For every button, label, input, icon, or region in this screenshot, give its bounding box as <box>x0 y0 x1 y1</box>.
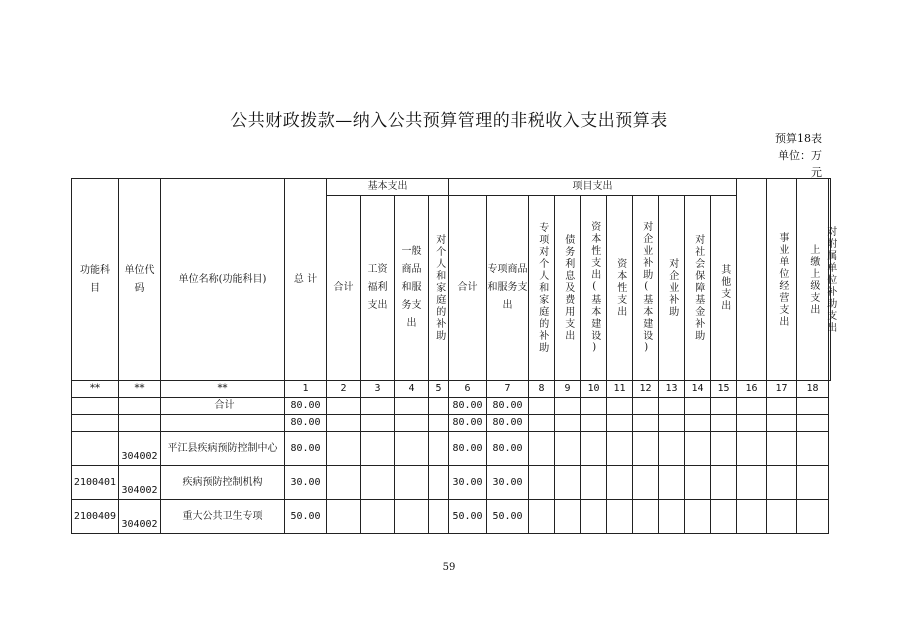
header-goods: 一般商品和服务支出 <box>395 196 429 381</box>
header-enterprise-basic: 对企业补助(基本建设) <box>633 196 659 381</box>
header-upper: 上缴上级支出 <box>797 179 829 381</box>
header-capital: 资本性支出 <box>607 196 633 381</box>
table-row: 合计 80.00 80.00 80.00 <box>72 398 831 415</box>
header-proj-total: 合计 <box>449 196 487 381</box>
table-row: 2100409 304002 重大公共卫生专项 50.00 50.00 50.00 <box>72 500 831 534</box>
index-row: ** ** ** 1 2 3 4 5 6 7 8 9 10 11 12 13 14 15 16 17 18 <box>72 381 831 398</box>
header-wages: 工资福利支出 <box>361 196 395 381</box>
header-spacer-2 <box>737 196 767 381</box>
header-capital-basic: 资本性支出(基本建设) <box>581 196 607 381</box>
header-individual: 对个人和家庭的补助 <box>429 196 449 381</box>
header-total: 总 计 <box>285 179 327 381</box>
header-enterprise: 对企业补助 <box>659 196 685 381</box>
header-unit-code: 单位代码 <box>119 179 161 381</box>
header-row-1 <box>72 179 831 196</box>
page-title: 公共财政拨款—纳入公共预算管理的非税收入支出预算表 <box>230 111 668 131</box>
header-debt: 债务利息及费用支出 <box>555 196 581 381</box>
unit-label-cont: 元 <box>811 166 822 179</box>
table-number: 预算18表 <box>775 132 822 145</box>
header-func-code: 功能科目 <box>72 179 119 381</box>
budget-table <box>71 178 836 534</box>
table-row: 80.00 80.00 80.00 <box>72 415 831 432</box>
unit-label: 单位：万 <box>778 149 822 162</box>
header-subsidiary: 对附属单位补助支出 <box>829 179 831 381</box>
header-unit-name: 单位名称(功能科目) <box>161 179 285 381</box>
header-proj-individual: 专项对个人和家庭的补助 <box>529 196 555 381</box>
table-row: 2100401 304002 疾病预防控制机构 30.00 30.00 30.00 <box>72 466 831 500</box>
header-basic-total: 合计 <box>327 196 361 381</box>
header-social: 对社会保障基金补助 <box>685 196 711 381</box>
header-other: 其他支出 <box>711 196 737 381</box>
page-number: 59 <box>442 562 456 573</box>
header-spacer <box>737 179 767 196</box>
header-operating: 事业单位经营支出 <box>767 179 797 381</box>
table-row: 304002 平江县疾病预防控制中心 80.00 80.00 80.00 <box>72 432 831 466</box>
header-project: 项目支出 <box>449 179 737 196</box>
header-basic: 基本支出 <box>327 179 449 196</box>
header-proj-goods: 专项商品和服务支出 <box>487 196 529 381</box>
